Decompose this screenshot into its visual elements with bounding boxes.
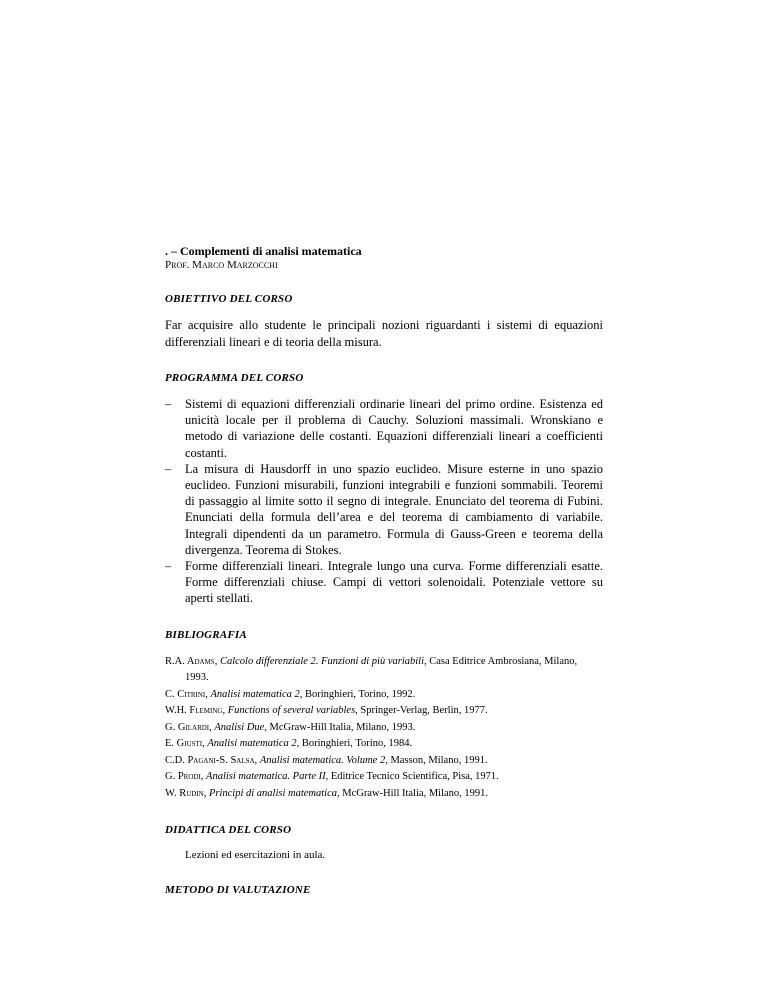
- bibliography-details: McGraw-Hill Italia, Milano, 1993.: [269, 721, 416, 733]
- bibliography-author: G. Gilardi,: [165, 721, 212, 733]
- document-page: [165, 244, 603, 897]
- objective-text: Far acquisire allo studente le principali nozioni riguardanti i sistemi di equazioni differenziali lineari e di teoria della misura.: [165, 318, 603, 349]
- bibliography-heading: BIBLIOGRAFIA: [165, 628, 247, 641]
- program-item: [165, 461, 603, 558]
- program-item: [165, 558, 603, 607]
- bibliography-title: Calcolo differenziale 2. Funzioni di più variabili,: [219, 655, 427, 667]
- list-dash: –: [165, 461, 172, 476]
- bibliography-details: McGraw-Hill Italia, Milano, 1991.: [342, 787, 489, 799]
- bibliography-list: [165, 654, 603, 803]
- program-list: [165, 396, 603, 607]
- bibliography-details: Masson, Milano, 1991.: [390, 754, 488, 766]
- bibliography-entry: [165, 687, 603, 704]
- bibliography-entry: [165, 703, 603, 720]
- bibliography-title: Analisi matematica. Parte II,: [206, 771, 329, 783]
- course-title: . – Complementi di analisi matematica: [165, 244, 362, 258]
- professor-name: Prof. Marco Marzocchi: [165, 259, 278, 271]
- bibliography-title: Functions of several variables,: [227, 705, 358, 717]
- bibliography-details: Editrice Tecnico Scientifica, Pisa, 1971.: [330, 771, 499, 783]
- bibliography-author: W.H. Fleming,: [165, 705, 226, 717]
- bibliography-entry: [165, 786, 603, 803]
- objective-heading: OBIETTIVO DEL CORSO: [165, 293, 293, 305]
- bibliography-entry: [165, 720, 603, 737]
- bibliography-title: Analisi matematica. Volume 2,: [259, 754, 388, 766]
- bibliography-details: Springer-Verlag, Berlin, 1977.: [360, 705, 488, 717]
- bibliography-author: R.A. Adams,: [165, 655, 218, 667]
- bibliography-title: Principi di analisi matematica,: [208, 787, 340, 799]
- bibliography-author: G. Prodi,: [165, 771, 204, 783]
- teaching-heading: DIDATTICA DEL CORSO: [165, 824, 292, 837]
- bibliography-entry: [165, 654, 603, 687]
- bibliography-title: Analisi matematica 2,: [207, 738, 300, 750]
- program-item-text: Forme differenziali lineari. Integrale lungo una curva. Forme differenziali esatte. Forme differenziali chiuse. Campi di vettori solenoidali. Potenziale vettore su aperti stellati.: [185, 559, 603, 606]
- bibliography-details: Boringhieri, Torino, 1984.: [301, 738, 413, 750]
- bibliography-author: C. Citrini,: [165, 688, 208, 700]
- bibliography-title: Analisi Due,: [214, 721, 267, 733]
- bibliography-details: Casa Editrice Ambrosiana, Milano, 1993.: [185, 655, 578, 684]
- bibliography-entry: [165, 736, 603, 753]
- bibliography-author: W. Rudin,: [165, 787, 207, 799]
- program-item-text: La misura di Hausdorff in uno spazio euclideo. Misure esterne in uno spazio euclideo. Funzioni misurabili, funzioni integrabili e funzioni sommabili. Teoremi di passaggio al limite sotto il segno di integrale. Enunciato del teorema di Fubini. Enunciati della formula dell’area e del teorema di cambiamento di variabile. Integrali dipendenti da un parametro. Formula di Gauss-Green e teorema della divergenza. Teorema di Stokes.: [185, 461, 603, 557]
- list-dash: –: [165, 397, 172, 411]
- bibliography-title: Analisi matematica 2,: [210, 688, 303, 700]
- bibliography-author: E. Giusti,: [165, 738, 205, 750]
- evaluation-heading: METODO DI VALUTAZIONE: [165, 884, 311, 897]
- program-item: [165, 396, 603, 461]
- program-item-text: Sistemi di equazioni differenziali ordinarie lineari del primo ordine. Esistenza ed unicità locale per il problema di Cauchy. Soluzioni massimali. Wronskiano e metodo di variazione delle costanti. Equazioni differenziali lineari a coefficienti costanti.: [185, 397, 603, 460]
- bibliography-entry: [165, 753, 603, 770]
- teaching-text: Lezioni ed esercitazioni in aula.: [185, 849, 326, 862]
- bibliography-entry: [165, 769, 603, 786]
- program-heading: PROGRAMMA DEL CORSO: [165, 372, 304, 384]
- bibliography-details: Boringhieri, Torino, 1992.: [305, 688, 416, 700]
- list-dash: –: [165, 559, 172, 574]
- bibliography-author: C.D. Pagani-S. Salsa,: [165, 754, 258, 766]
